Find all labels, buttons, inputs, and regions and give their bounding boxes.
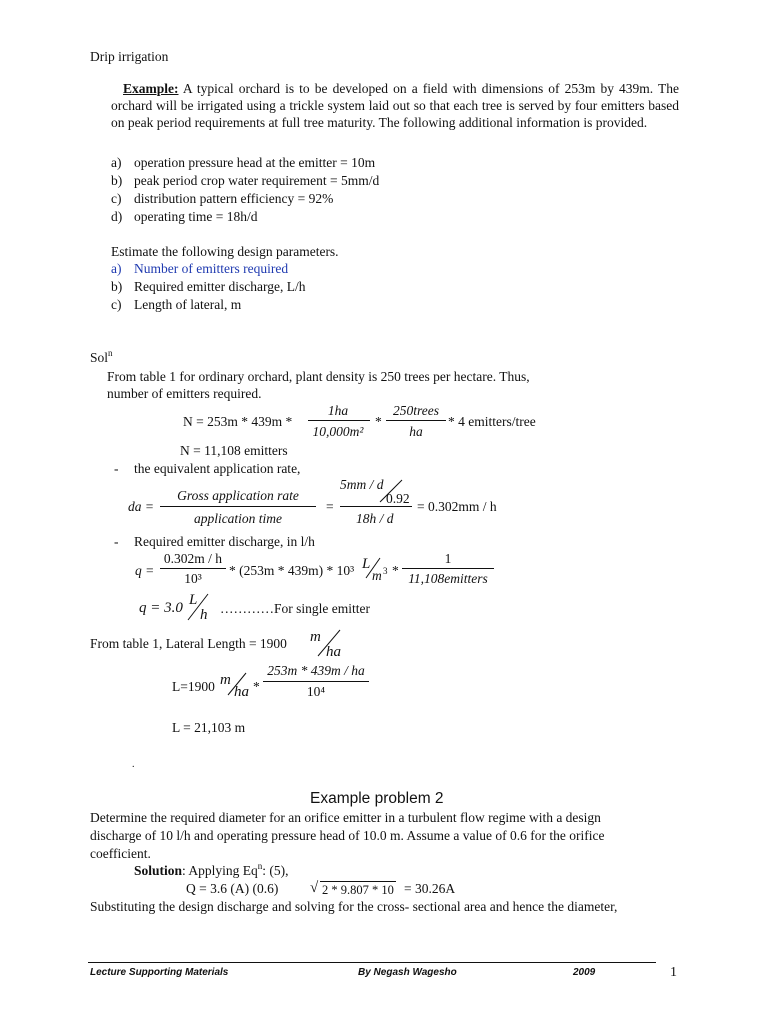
L-den: 10⁴ [306, 684, 326, 699]
lat-m: m [310, 629, 321, 645]
da-den2: 18h / d [356, 511, 394, 526]
L-left: L=1900 [172, 679, 215, 694]
q-L: L [362, 556, 371, 572]
lateral-line: From table 1, Lateral Length = 1900 [90, 636, 287, 651]
q-res-note: …………For single emitter [220, 601, 370, 616]
da-num2: 5mm / d [340, 477, 384, 492]
L-num: 253m * 439m / ha [267, 663, 365, 678]
list-item: peak period crop water requirement = 5mm/d [134, 173, 380, 188]
q-num: 0.302m / h [163, 551, 223, 566]
q-res-h: h [200, 607, 208, 623]
q-den: 10³ [184, 571, 202, 586]
q-mid: * (253m * 439m) * 10³ [229, 563, 355, 578]
solution-line-2: number of emitters required. [107, 386, 262, 401]
list-item: Length of lateral, m [134, 297, 242, 312]
L-m: m [220, 672, 231, 688]
da-eq: = [326, 499, 334, 514]
example1-label: Example: [123, 81, 179, 96]
list-item: operation pressure head at the emitter = 10m [134, 155, 376, 170]
solution-label: Sol$^n$ [90, 348, 113, 365]
page-number: 1 [670, 965, 677, 980]
solution-line-1: From table 1 for ordinary orchard, plant density is 250 trees per hectare. Thus, [107, 369, 530, 384]
list-item: distribution pattern efficiency = 92% [134, 191, 334, 206]
eq-n-right: * 4 emitters/tree [448, 414, 536, 429]
q-label: Required emitter discharge, in l/h [134, 534, 315, 549]
q-den3: 11,108emitters [408, 571, 488, 586]
list-item: operating time = 18h/d [134, 209, 258, 224]
dash: - [114, 461, 119, 476]
footer-left: Lecture Supporting Materials [90, 967, 229, 978]
example2-eq-radicand: 2 * 9.807 * 10 [322, 883, 394, 897]
eq-n-star: * [375, 414, 382, 429]
q-res-left: q = 3.0 [139, 600, 183, 616]
q-res-L: L [189, 592, 198, 608]
example2-last-line: Substituting the design discharge and solving for the cross- sectional area and hence the diameter, [90, 899, 618, 914]
example1-text: A typical orchard is to be developed on a field with dimensions of 253m by 439m. The orchard will be irrigated using a trickle system laid out so that each tree is served by four emitters based on peak period requirements at full tree maturity. The following additional information is provided. [111, 81, 679, 130]
list-item: Required emitter discharge, L/h [134, 279, 306, 294]
list-item: d) [111, 209, 123, 224]
L-star: * [253, 679, 260, 694]
da-num: Gross application rate [177, 488, 299, 503]
da-num2b: 0.92 [386, 491, 410, 506]
sqrt-icon: √ [310, 880, 319, 896]
lat-ha: ha [326, 644, 341, 660]
q-cube: 3 [383, 566, 388, 576]
page-heading: Drip irrigation [90, 49, 169, 64]
eq-n-frac2-num: 250trees [393, 403, 439, 418]
example1-paragraph [111, 81, 679, 131]
L-result: L = 21,103 m [172, 720, 246, 735]
list-item: c) [111, 297, 122, 312]
example2-line-2: discharge of 10 l/h and operating pressure head of 10.0 m. Assume a value of 0.6 for the orifice [90, 828, 605, 843]
eq-n-frac1-den: 10,000m² [312, 424, 364, 439]
L-ha: ha [234, 684, 249, 700]
solution2-label: Solution [134, 863, 183, 878]
da-result: = 0.302mm / h [417, 499, 497, 514]
footer-rule [88, 962, 656, 963]
list-item: a) [111, 261, 122, 276]
footer-author: By Negash Wagesho [358, 967, 457, 978]
estimate-intro: Estimate the following design parameters. [111, 244, 339, 259]
q-num3: 1 [444, 551, 452, 566]
da-den: application time [193, 511, 283, 526]
n-result: N = 11,108 emitters [180, 443, 288, 458]
eq-n-left: N = 253m * 439m * [183, 414, 293, 429]
rate-label: the equivalent application rate, [134, 461, 301, 476]
eq-n-frac2-den: ha [409, 424, 423, 439]
solution2-line: Solution: Applying Eq$^n$: (5), [134, 861, 289, 878]
list-item: a) [111, 155, 122, 170]
stray-dot: . [132, 759, 135, 770]
q-m: m [372, 568, 382, 583]
eq-n-frac1-num: 1ha [327, 403, 349, 418]
example2-title: Example problem 2 [310, 790, 444, 807]
example2-eq-left: Q = 3.6 (A) (0.6) [186, 881, 279, 896]
example2-line-1: Determine the required diameter for an orifice emitter in a turbulent flow regime with a design [90, 810, 601, 825]
list-item: b) [111, 279, 123, 294]
list-item: c) [111, 191, 122, 206]
q-star: * [392, 563, 399, 578]
example2-line-3: coefficient. [90, 846, 151, 861]
da-left: da = [128, 499, 154, 514]
footer-year: 2009 [573, 967, 596, 978]
dash: - [114, 534, 119, 549]
example2-eq-right: = 30.26A [404, 881, 456, 896]
list-item: b) [111, 173, 123, 188]
q-left: q = [135, 563, 155, 578]
list-item: Number of emitters required [134, 261, 289, 276]
